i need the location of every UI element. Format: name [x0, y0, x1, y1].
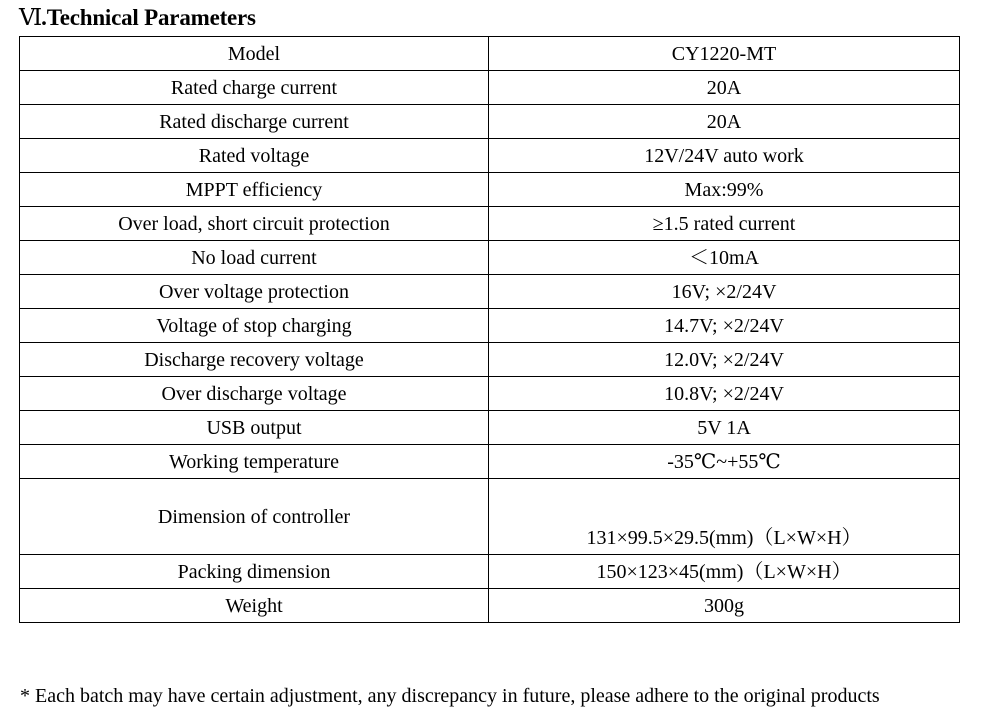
table-row — [20, 555, 960, 589]
parameter-name: Voltage of stop charging — [20, 309, 489, 343]
parameter-name: Weight — [20, 589, 489, 623]
technical-parameters-table — [19, 36, 960, 623]
table-row — [20, 207, 960, 241]
parameter-name: Over load, short circuit protection — [20, 207, 489, 241]
parameter-name: Rated charge current — [20, 71, 489, 105]
parameter-name: No load current — [20, 241, 489, 275]
table-row — [20, 445, 960, 479]
table-row — [20, 589, 960, 623]
parameter-name: Over voltage protection — [20, 275, 489, 309]
parameter-value: 20A — [489, 71, 960, 105]
parameter-value: -35℃~+55℃ — [489, 445, 960, 479]
table-row — [20, 71, 960, 105]
parameter-value: 20A — [489, 105, 960, 139]
parameter-name: Model — [20, 37, 489, 71]
parameter-value: ≥1.5 rated current — [489, 207, 960, 241]
parameter-value: 12V/24V auto work — [489, 139, 960, 173]
table-row — [20, 275, 960, 309]
table-row — [20, 241, 960, 275]
table-row — [20, 309, 960, 343]
parameter-name: Discharge recovery voltage — [20, 343, 489, 377]
parameter-value: Max:99% — [489, 173, 960, 207]
parameter-value: 14.7V; ×2/24V — [489, 309, 960, 343]
parameter-value: 300g — [489, 589, 960, 623]
parameter-value: ＜10mA — [489, 241, 960, 275]
footnote: * Each batch may have certain adjustment, any discrepancy in future, please adhere to the original products — [20, 685, 880, 707]
section-roman-numeral: Ⅵ — [19, 5, 42, 30]
section-title: .Technical Parameters — [41, 5, 256, 30]
section-heading — [19, 5, 256, 31]
table-row — [20, 377, 960, 411]
parameter-name: Over discharge voltage — [20, 377, 489, 411]
table-row — [20, 37, 960, 71]
table-row — [20, 139, 960, 173]
parameter-value: 12.0V; ×2/24V — [489, 343, 960, 377]
parameter-value: 10.8V; ×2/24V — [489, 377, 960, 411]
table-row — [20, 173, 960, 207]
parameter-name: Packing dimension — [20, 555, 489, 589]
table-row — [20, 479, 960, 555]
table-row — [20, 105, 960, 139]
parameter-value: 5V 1A — [489, 411, 960, 445]
parameter-name: MPPT efficiency — [20, 173, 489, 207]
parameter-value: 150×123×45(mm)（L×W×H） — [489, 555, 960, 589]
parameter-value: 16V; ×2/24V — [489, 275, 960, 309]
table-row — [20, 343, 960, 377]
parameter-name: Dimension of controller — [20, 479, 489, 555]
parameter-value: CY1220-MT — [489, 37, 960, 71]
parameter-name: USB output — [20, 411, 489, 445]
parameter-name: Working temperature — [20, 445, 489, 479]
parameter-name: Rated voltage — [20, 139, 489, 173]
parameter-value: 131×99.5×29.5(mm)（L×W×H） — [489, 479, 960, 555]
parameter-name: Rated discharge current — [20, 105, 489, 139]
table-row — [20, 411, 960, 445]
